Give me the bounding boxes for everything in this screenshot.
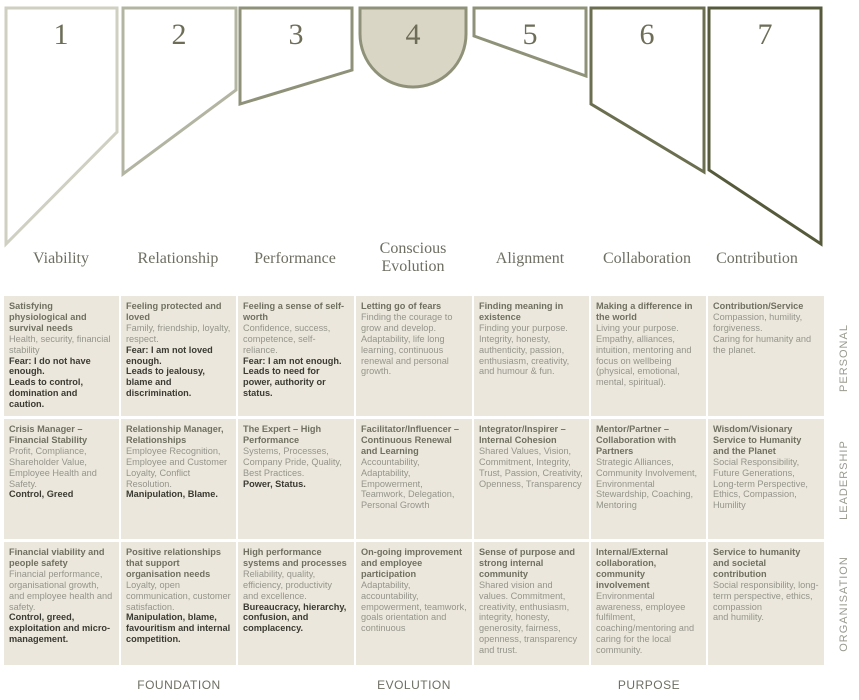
cell-organisation-level-2 [121, 542, 236, 665]
level-7-name: Contribution [716, 250, 798, 267]
cell-bold: Power, Status. [243, 478, 306, 489]
cell-organisation-level-3 [238, 542, 354, 665]
level-7-number: 7 [757, 18, 773, 51]
cell-leadership-level-3 [238, 419, 354, 539]
cell-body: Living your purpose. Empathy, alliances, intuition, mentoring and focus on wellbeing (physical, emotional, mental, spiritual). [596, 322, 692, 388]
cell-heading: Wisdom/Visionary Service to Humanity and the Planet [713, 424, 802, 456]
cell-bold: Control, Greed [9, 489, 74, 500]
cell-heading: Making a difference in the world [596, 301, 693, 322]
cell-heading: Service to humanity and societal contribution [713, 547, 801, 579]
cell-heading: Positive relationships that support organisation needs [126, 547, 221, 579]
cell-body: Shared vision and values. Commitment, creativity, enthusiasm, integrity, honesty, generosity, fairness, openness, transparency and trust. [479, 579, 578, 656]
cell-bold: Fear: I am not enough. Leads to need for power, authority or status. [243, 355, 342, 399]
row-label-organisation: ORGANISATION [838, 556, 850, 652]
cell-heading: Crisis Manager – Financial Stability [9, 424, 88, 445]
footer-evolution: EVOLUTION [377, 678, 451, 692]
level-1-name: Viability [33, 250, 89, 267]
cell-personal-level-2 [121, 296, 236, 416]
cell-bold: Bureaucracy, hierarchy, confusion, and complacency. [243, 601, 347, 634]
cell-bold: Manipulation, blame, favouritism and internal competition. [126, 612, 231, 645]
cell-leadership-level-2 [121, 419, 236, 539]
cell-organisation-level-7 [708, 542, 824, 665]
cell-leadership-level-4 [356, 419, 472, 539]
cell-body: Loyalty, open communication, customer satisfaction. [126, 579, 231, 612]
level-3-number: 3 [288, 18, 304, 51]
level-6-number: 6 [639, 18, 655, 51]
cell-heading: The Expert – High Performance [243, 424, 322, 445]
cell-personal-level-5 [474, 296, 589, 416]
cell-heading: On-going improvement and employee participation [361, 547, 463, 579]
cell-personal-level-3 [238, 296, 354, 416]
cell-heading: Feeling a sense of self-worth [243, 301, 345, 322]
cell-leadership-level-6 [591, 419, 706, 539]
cell-personal-level-6 [591, 296, 706, 416]
cell-leadership-level-7 [708, 419, 824, 539]
cell-heading: Letting go of fears [361, 301, 442, 311]
cell-heading: Facilitator/Influencer – Continuous Renewal and Learning [361, 424, 460, 456]
cell-body: Compassion, humility, forgiveness. Caring for humanity and the planet. [713, 311, 812, 355]
cell-heading: Internal/External collaboration, community involvement [596, 547, 668, 590]
cell-body: Strategic Alliances, Community Involvement, Environmental Stewardship, Coaching, Mentoring [596, 456, 698, 511]
cell-leadership-level-1 [4, 419, 119, 539]
cell-heading: Mentor/Partner – Collaboration with Partners [596, 424, 677, 456]
cell-body: Shared Values, Vision, Commitment, Integrity, Trust, Passion, Creativity, Openness, Transparency [479, 445, 583, 489]
row-label-leadership: LEADERSHIP [838, 440, 850, 520]
cell-heading: Feeling protected and loved [126, 301, 222, 322]
level-4-name: Conscious Evolution [379, 240, 447, 275]
level-1-number: 1 [53, 18, 69, 51]
cell-organisation-level-4 [356, 542, 472, 665]
cell-body: Systems, Processes, Company Pride, Quality, Best Practices. [243, 445, 342, 478]
cell-personal-level-7 [708, 296, 824, 416]
cell-body: Health, security, financial stability [9, 333, 111, 355]
cell-body: Environmental awareness, employee fulfilment, coaching/mentoring and caring for the local community. [596, 590, 695, 656]
level-4-number: 4 [405, 18, 421, 51]
level-5-name: Alignment [495, 250, 565, 267]
level-6-name: Collaboration [603, 250, 691, 267]
cell-heading: Satisfying physiological and survival needs [9, 301, 87, 333]
level-2-name: Relationship [137, 250, 219, 267]
cell-heading: Contribution/Service [713, 301, 804, 311]
cell-body: Social responsibility, long-term perspective, ethics, compassion and humility. [713, 579, 819, 623]
cell-heading: Relationship Manager, Relationships [126, 424, 224, 445]
cell-heading: Finding meaning in existence [479, 301, 564, 322]
level-5-number: 5 [522, 18, 538, 51]
cell-bold: Fear: I am not loved enough. Leads to jealousy, blame and discrimination. [126, 344, 213, 399]
cell-personal-level-1 [4, 296, 119, 416]
level-2-number: 2 [171, 18, 187, 51]
cell-heading: Sense of purpose and strong internal community [479, 547, 575, 579]
cell-body: Finding your purpose. Integrity, honesty, authenticity, passion, enthusiasm, creativity, and humour & fun. [479, 322, 570, 377]
cell-bold: Control, greed, exploitation and micro-management. [9, 612, 111, 645]
cell-bold: Fear: I do not have enough. Leads to control, domination and caution. [9, 355, 91, 410]
cell-heading: Integrator/Inspirer – Internal Cohesion [479, 424, 566, 445]
cell-body: Finding the courage to grow and develop. Adaptability, life long learning, continuous renewal and personal growth. [361, 311, 453, 377]
level-3-name: Performance [254, 250, 336, 267]
footer-foundation: FOUNDATION [137, 678, 221, 692]
cell-body: Reliability, quality, efficiency, productivity and excellence. [243, 568, 333, 601]
cell-personal-level-4 [356, 296, 472, 416]
cell-body: Accountability, Adaptability, Empowerment, Teamwork, Delegation, Personal Growth [361, 456, 455, 511]
cell-organisation-level-1 [4, 542, 119, 665]
cell-body: Family, friendship, loyalty, respect. [126, 322, 231, 344]
cell-body: Confidence, success, competence, self-reliance. [243, 322, 331, 355]
cell-organisation-level-6 [591, 542, 706, 665]
row-label-personal: PERSONAL [838, 324, 850, 392]
cell-body: Social Responsibility, Future Generations, Long-term Perspective, Ethics, Compassion, Humility [713, 456, 808, 511]
cell-bold: Manipulation, Blame. [126, 489, 218, 500]
cell-body: Profit, Compliance, Shareholder Value, Employee Health and Safety. [9, 445, 97, 489]
cell-body: Adaptability, accountability, empowerment, teamwork, goals orientation and continuous [361, 579, 467, 634]
cell-heading: High performance systems and processes [243, 547, 347, 568]
cell-organisation-level-5 [474, 542, 589, 665]
footer-purpose: PURPOSE [617, 678, 681, 692]
cell-body: Financial performance, organisational growth, and employee health and safety. [9, 568, 113, 612]
cell-heading: Financial viability and people safety [9, 547, 105, 568]
cell-body: Employee Recognition, Employee and Customer Loyalty, Conflict Resolution. [126, 445, 228, 489]
cell-leadership-level-5 [474, 419, 589, 539]
